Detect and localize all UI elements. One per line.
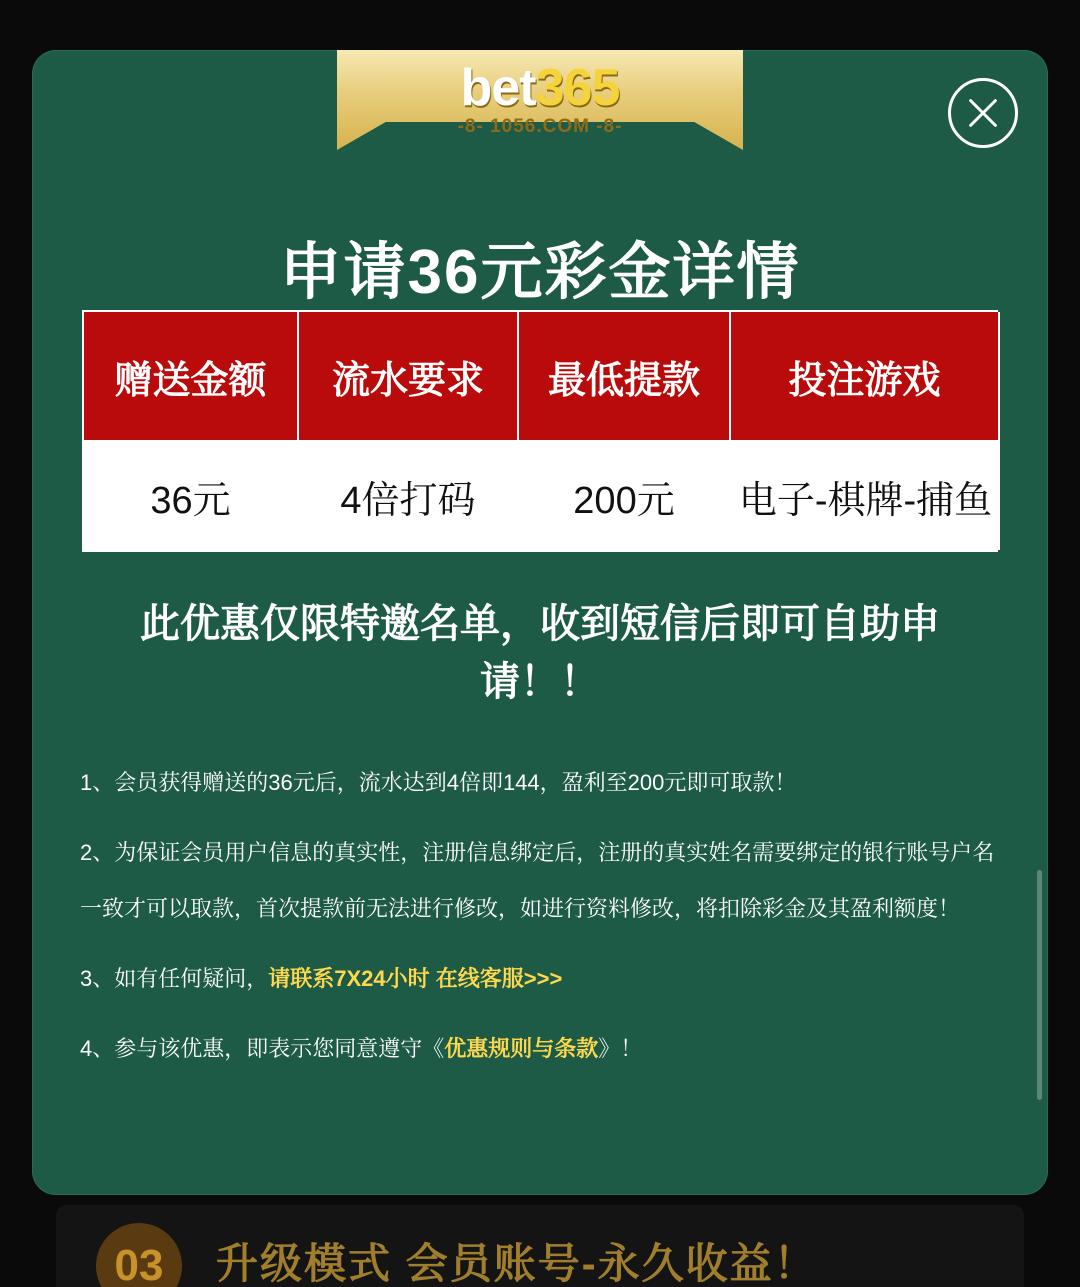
brand-logo bbox=[340, 59, 740, 138]
background-promo-badge: 03 bbox=[96, 1223, 182, 1287]
promotion-detail-modal bbox=[32, 50, 1048, 1195]
term-item bbox=[80, 951, 1016, 1007]
term-item bbox=[80, 1021, 1016, 1077]
table-header-cell: 流水要求 bbox=[299, 312, 519, 440]
term-prefix: 3、如有任何疑问， bbox=[80, 966, 269, 992]
table-cell: 36元 bbox=[84, 440, 299, 550]
table-header-cell: 最低提款 bbox=[519, 312, 731, 440]
close-icon[interactable] bbox=[948, 78, 1018, 148]
term-item: 1、会员获得赠送的36元后，流水达到4倍即144，盈利至200元即可取款！ bbox=[80, 770, 797, 795]
scrollbar[interactable] bbox=[1037, 870, 1042, 1100]
page-title: 申请36元彩金详情 bbox=[279, 238, 801, 307]
table-cell: 4倍打码 bbox=[299, 440, 519, 550]
promotion-table bbox=[82, 310, 998, 552]
background-promo-card[interactable] bbox=[56, 1205, 1024, 1287]
term-prefix: 4、参与该优惠，即表示您同意遵守《 bbox=[80, 1036, 445, 1062]
term-item: 2、为保证会员用户信息的真实性，注册信息绑定后，注册的真实姓名需要绑定的银行账号户名一致才可以取款，首次提款前无法进行修改，如进行资料修改，将扣除彩金及其盈利额度！ bbox=[80, 840, 995, 922]
customer-service-link[interactable]: 请联系7X24小时 在线客服>>> bbox=[268, 966, 563, 992]
brand-name-primary: bet bbox=[460, 59, 536, 117]
brand-name-secondary: 365 bbox=[535, 59, 620, 117]
rules-terms-link[interactable]: 优惠规则与条款 bbox=[444, 1036, 599, 1062]
table-header-cell: 投注游戏 bbox=[731, 312, 1000, 440]
eligibility-notice: 此优惠仅限特邀名单，收到短信后即可自助申请！！ bbox=[140, 602, 940, 704]
term-suffix: 》！ bbox=[598, 1036, 643, 1062]
brand-domain: -8- 1056.COM -8- bbox=[457, 116, 623, 137]
background-promo-text: 升级模式 会员账号-永久收益！ bbox=[216, 1240, 818, 1287]
table-cell: 200元 bbox=[519, 440, 731, 550]
table-header-cell: 赠送金额 bbox=[84, 312, 299, 440]
terms-list bbox=[80, 755, 1016, 1091]
table-cell: 电子-棋牌-捕鱼 bbox=[731, 440, 1000, 550]
